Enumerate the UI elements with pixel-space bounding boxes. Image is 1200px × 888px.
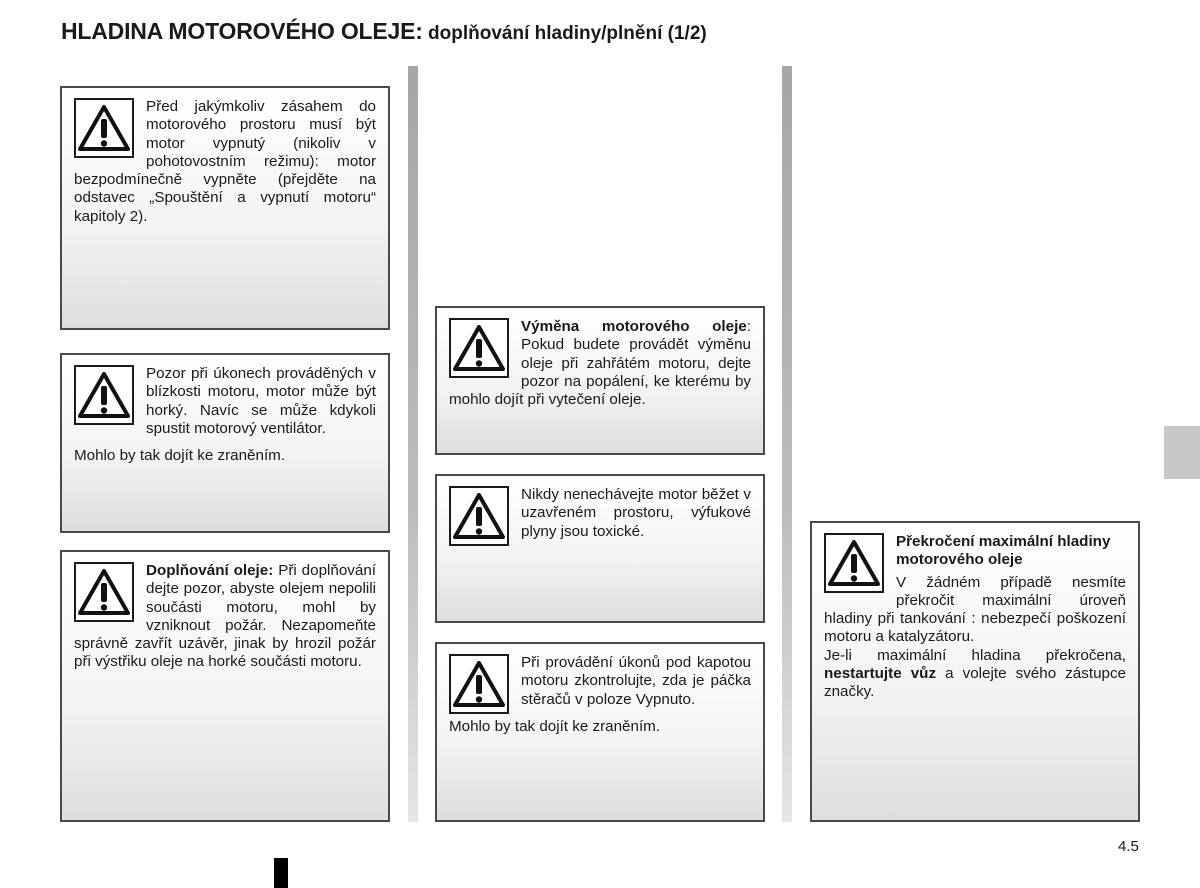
page-number: 4.5 [1118,838,1139,855]
warning-heading: Doplňování oleje: [146,562,274,579]
title-main: HLADINA MOTOROVÉHO OLEJE: [61,18,423,44]
warning-box-motor-off [60,86,390,330]
warning-triangle-icon [449,654,509,714]
warning-box-oil-change [435,306,765,455]
warning-text-advice: Je-li maximální hladina překročena, nestartujte vůz a volejte svého zástupce značky. [824,646,1126,701]
print-registration-mark [274,858,288,888]
warning-body: : Pokud budete provádět výměnu oleje při zahřátém motoru, dejte pozor na popálení, ke kterému by mohlo dojít při vytečení oleje. [449,318,751,409]
page-title [61,18,707,45]
warning-triangle-icon [74,562,134,622]
warning-text: Před jakýmkoliv zásahem do motorového prostoru musí být motor vypnutý (nikoliv v pohotovostním režimu): motor bezpodmínečně vypněte (přejděte na odstavec „Spouštění a vypnutí motoru“ kapitoly 2). [74,98,376,225]
warning-triangle-icon [74,98,134,158]
warning-box-overfill [810,521,1140,822]
column-divider [782,66,792,822]
warning-heading: Překročení maximální hladiny motorového oleje [896,533,1111,569]
warning-text-injury: Mohlo by tak dojít ke zraněním. [449,717,661,735]
warning-triangle-icon [74,365,134,425]
warning-box-refill [60,550,390,822]
chapter-tab [1164,426,1200,479]
warning-triangle-icon [824,533,884,593]
warning-text-injury: Mohlo by tak dojít ke zraněním. [74,447,286,465]
warning-text: V žádném případě nesmíte překročit maximální úroveň hladiny při tankování : nebezpečí poškození motoru a katalyzátoru. [824,573,1126,646]
warning-triangle-icon [449,486,509,546]
warning-box-caution-hot [60,353,390,533]
warning-box-wiper [435,642,765,822]
title-sub: doplňování hladiny/plnění (1/2) [422,23,707,44]
warning-body: Při doplňování dejte pozor, abyste olejem nepolili součásti motoru, mohl by vzniknout požár. Nezapomeňte správně zavřít uzávěr, jinak by hrozil požár při výstřiku oleje na horké součásti motoru. [74,562,376,671]
warning-text: Nikdy nenechávejte motor běžet v uzavřeném prostoru, výfukové plyny jsou toxické. [521,486,751,540]
warning-heading: Výměna motorového oleje [521,318,747,335]
column-divider [408,66,418,822]
warning-box-enclosed [435,474,765,623]
warning-text: Při provádění úkonů pod kapotou motoru zkontrolujte, zda je páčka stěračů v poloze Vypnuto. [521,654,751,708]
warning-text: Pozor při úkonech prováděných v blízkosti motoru, motor může být horký. Navíc se může kdykoli spustit motorový ventilátor. [146,365,376,437]
warning-triangle-icon [449,318,509,378]
